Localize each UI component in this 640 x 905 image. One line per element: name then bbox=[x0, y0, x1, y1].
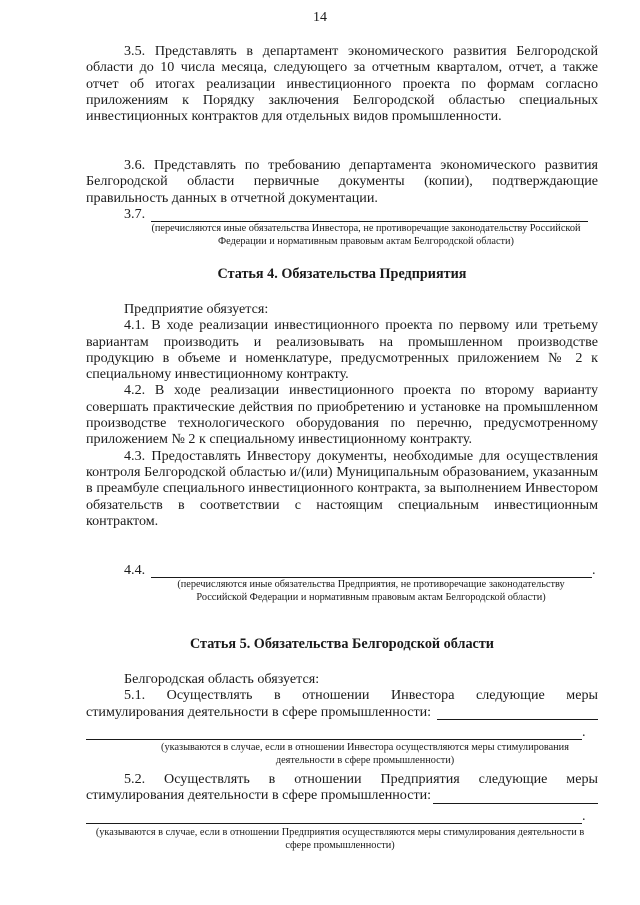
clause-5-1-blank-line-2 bbox=[86, 727, 582, 740]
clause-5-2-end: . bbox=[582, 808, 586, 824]
clause-5-1-note-wrap bbox=[150, 741, 580, 767]
page-number: 14 bbox=[313, 10, 327, 25]
clause-5-2-text: 5.2. Осуществлять в отношении Предприятия следующие меры bbox=[124, 771, 598, 787]
clause-5-2-blank-line bbox=[433, 791, 598, 804]
article-4-title: Статья 4. Обязательства Предприятия bbox=[217, 266, 467, 282]
clause-4-4-end: . bbox=[592, 562, 596, 578]
clause-3-7-label: 3.7. bbox=[124, 206, 149, 222]
clause-4-4-note: (перечисляются иные обязательства Предприятия, не противоречащие законодательству Российской Федерации и нормативным правовым актам Белгородской области) bbox=[177, 579, 565, 603]
clause-5-1-second-line bbox=[86, 724, 588, 740]
clause-4-1-text: 4.1. В ходе реализации инвестиционного проекта по первому или третьему вариантам производить и реализовывать на промышленном производстве продукцию в объеме и номенклатуре, предусмотренных приложением № 2 к специальному инвестиционному контракту. bbox=[86, 317, 598, 383]
clause-5-2-note-wrap bbox=[90, 826, 590, 852]
clause-3-7-blank-line bbox=[151, 209, 588, 222]
clause-4-4 bbox=[86, 562, 598, 578]
article-5-body bbox=[86, 671, 598, 720]
clause-5-1-label: стимулирования деятельности в сфере промышленности: bbox=[86, 703, 435, 720]
clause-5-1-blank-line bbox=[437, 707, 598, 720]
clause-3-6-text: 3.6. Представлять по требованию департамента экономического развития Белгородской области первичные документы (копии), подтверждающие правильность данных в отчетной документации. bbox=[86, 157, 598, 206]
clause-3-7-note-wrap bbox=[146, 222, 586, 248]
article-5-title: Статья 5. Обязательства Белгородской области bbox=[190, 636, 494, 652]
clause-5-1-end: . bbox=[582, 724, 586, 740]
clause-4-4-label: 4.4. bbox=[124, 562, 149, 578]
clause-5-2-blank-line-2 bbox=[86, 811, 582, 824]
article-5-heading-wrap bbox=[86, 636, 598, 653]
article-4-heading-wrap bbox=[86, 266, 598, 283]
clause-5-1-note: (указываются в случае, если в отношении Инвестора осуществляются меры стимулирования деятельности в сфере промышленности) bbox=[161, 742, 569, 766]
clause-3-7 bbox=[86, 206, 588, 222]
clause-5-2-second-line bbox=[86, 808, 588, 824]
clause-3-5 bbox=[86, 43, 598, 124]
clause-3-6 bbox=[86, 157, 598, 206]
article-4-intro: Предприятие обязуется: bbox=[124, 301, 269, 317]
clause-5-1-fill-row bbox=[86, 704, 598, 720]
clause-5-1-text: 5.1. Осуществлять в отношении Инвестора следующие меры bbox=[124, 687, 598, 704]
clause-5-2 bbox=[86, 771, 598, 804]
clause-4-4-blank-line bbox=[151, 565, 592, 578]
article-4-body bbox=[86, 301, 598, 529]
clause-4-2-text: 4.2. В ходе реализации инвестиционного проекта по второму варианту совершать практические действия по приобретению и установке на промышленном производстве технологического оборудования по перечню, предусмотренному приложением № 2 к специальному инвестиционному контракту. bbox=[86, 382, 598, 448]
clause-3-7-note: (перечисляются иные обязательства Инвестора, не противоречащие законодательству Российской Федерации и нормативным правовым актам Белгородской области) bbox=[151, 223, 581, 247]
clause-5-2-label: стимулирования деятельности в сфере промышленности: bbox=[86, 787, 432, 804]
clause-4-3-text: 4.3. Предоставлять Инвестору документы, необходимые для осуществления контроля Белгородской областью и/(или) Муниципальным образованием, указанным в преамбуле специального инвестиционного контракта, за выполнением Инвестором обязательств в соответствии с настоящим специальным инвестиционным контрактом. bbox=[86, 447, 598, 529]
clause-4-4-note-wrap bbox=[176, 578, 566, 604]
article-5-intro: Белгородская область обязуется: bbox=[124, 671, 320, 687]
clause-5-2-fill-row bbox=[86, 787, 598, 803]
clause-5-2-note: (указываются в случае, если в отношении Предприятия осуществляются меры стимулирования деятельности в сфере промышленности) bbox=[95, 827, 585, 851]
clause-3-5-text: 3.5. Представлять в департамент экономического развития Белгородской области до 10 числа месяца, следующего за отчетным кварталом, отчет, а также отчет об итогах реализации инвестиционного проекта по формам согласно приложениям к Порядку заключения Белгородской областью специальных инвестиционных контрактов для отдельных видов промышленности. bbox=[86, 43, 598, 125]
